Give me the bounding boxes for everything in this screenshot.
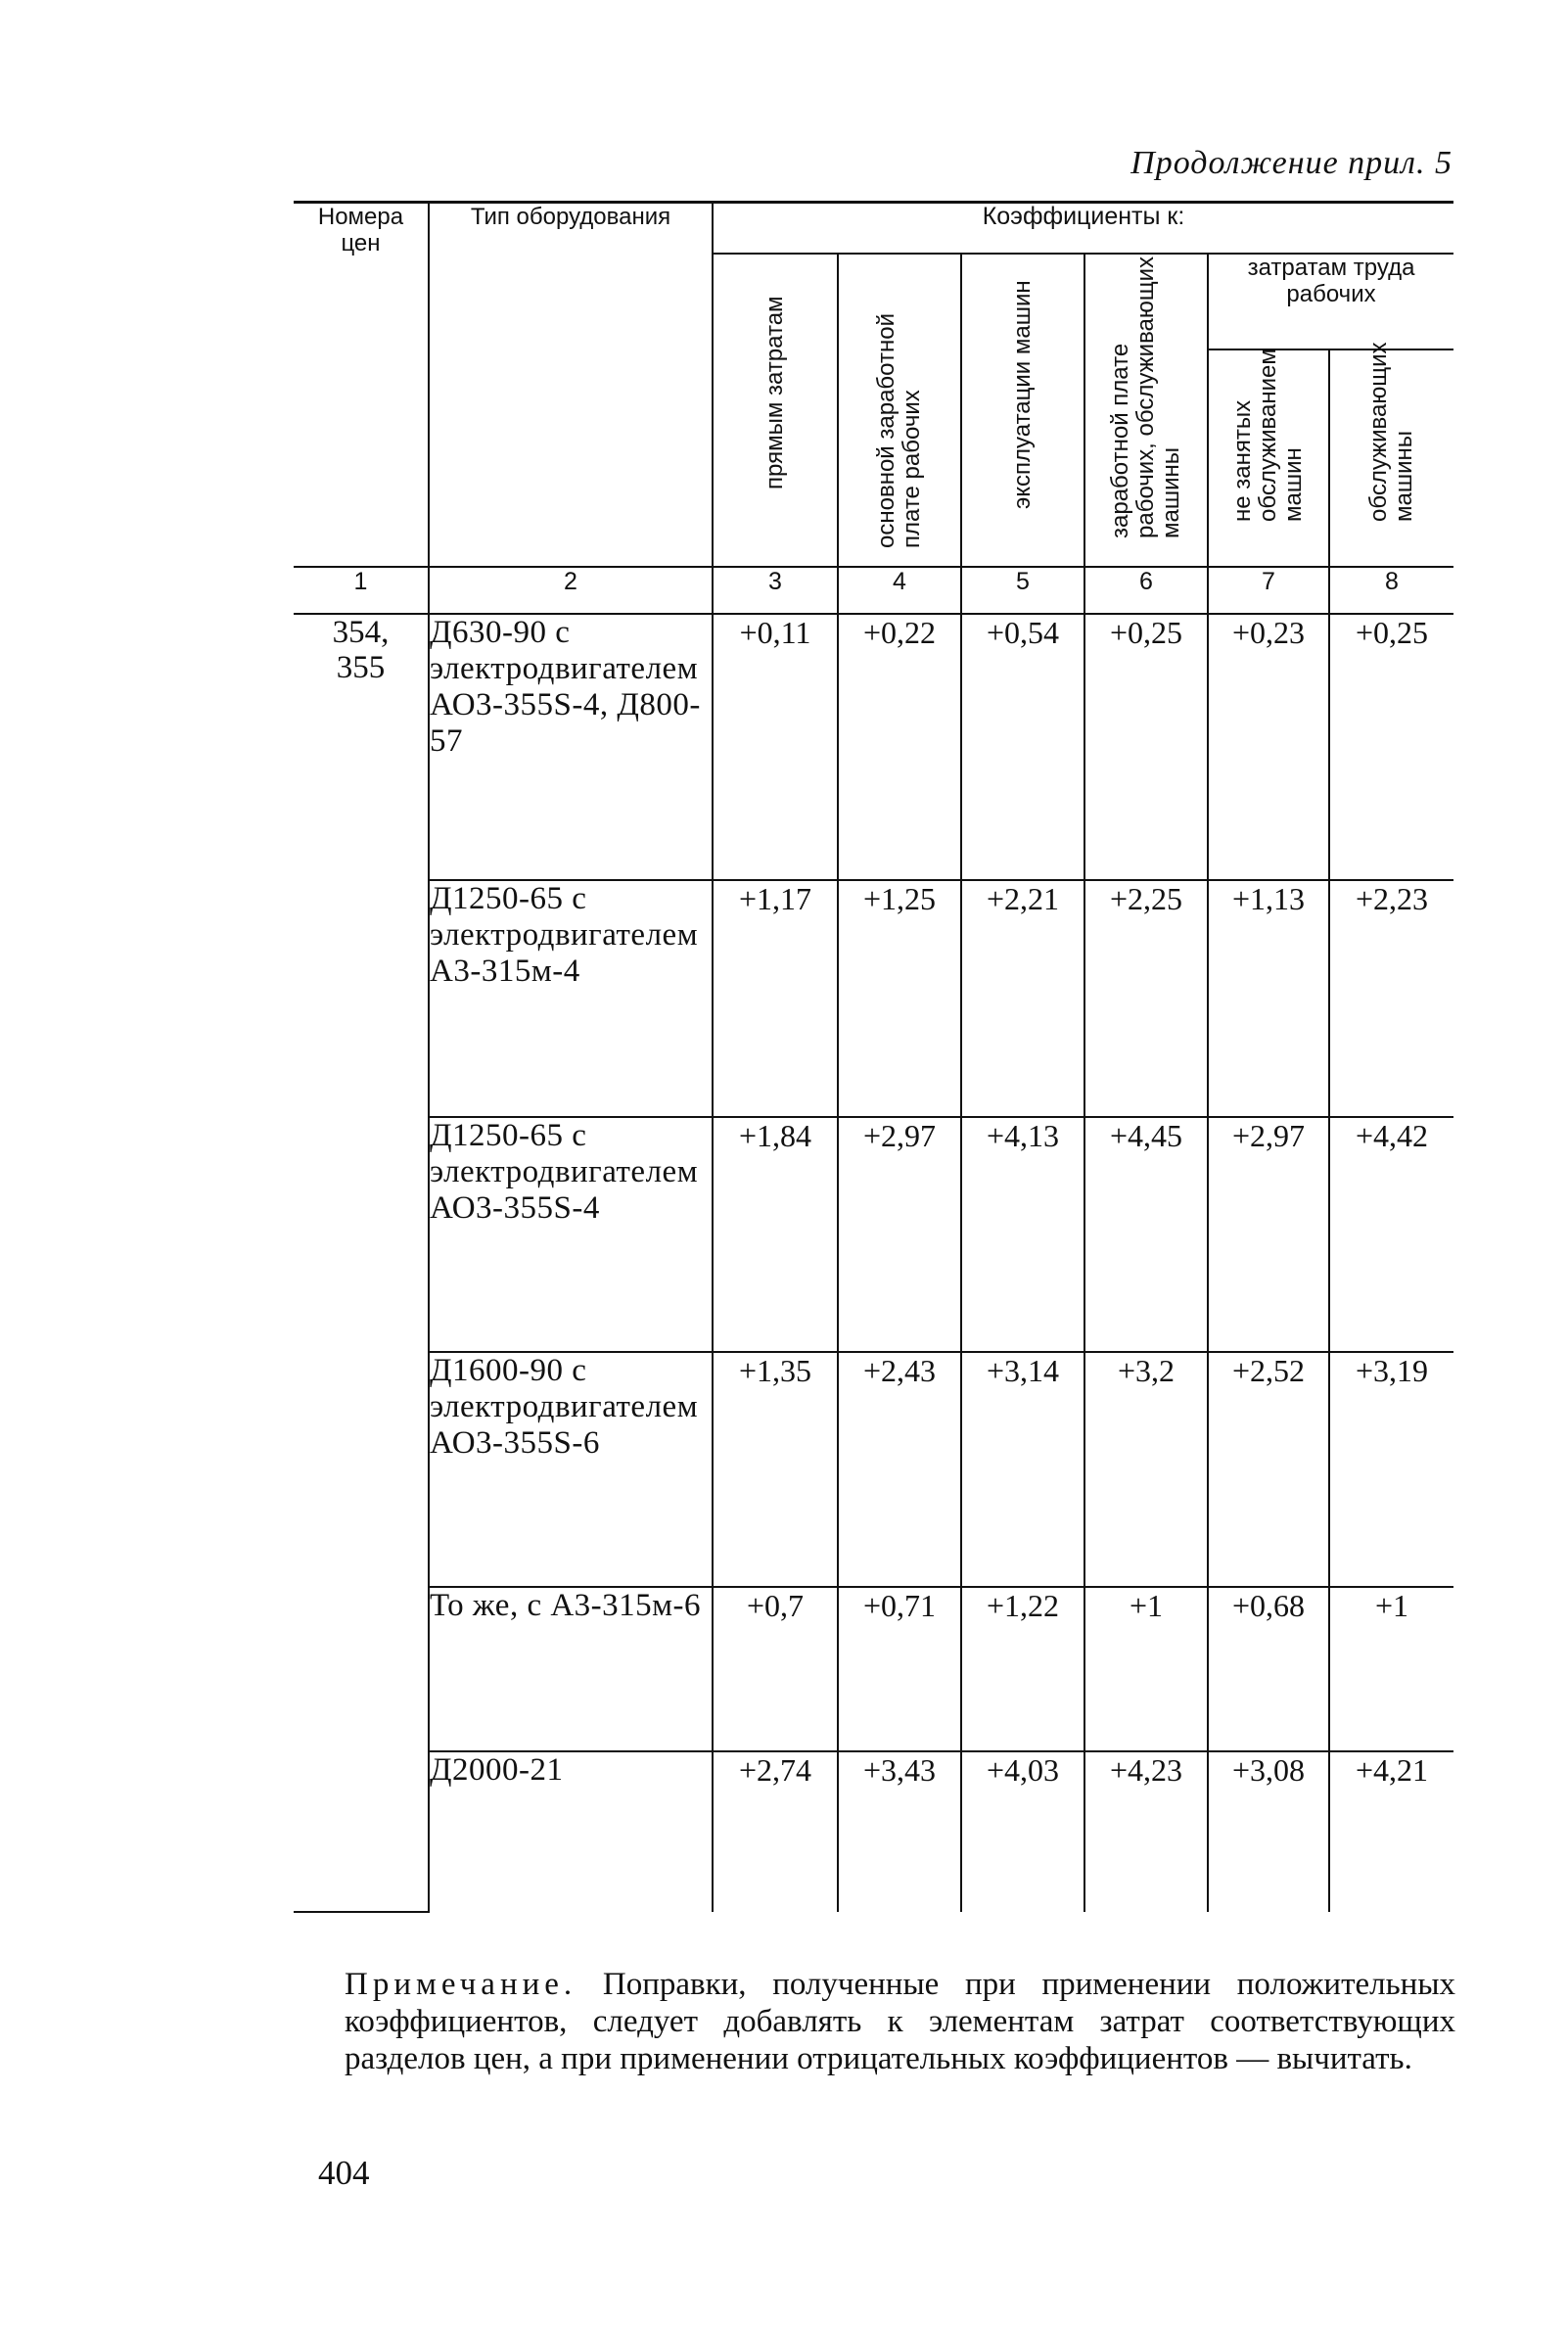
- value-cell: +1,13: [1208, 880, 1329, 1117]
- header-machine-operation: эксплуатации машин: [1009, 280, 1036, 509]
- column-number: 7: [1208, 567, 1329, 614]
- value-cell: +2,21: [961, 880, 1084, 1117]
- equipment-cell: Д1250-65 с электродвигателем АО3-355S-4: [429, 1117, 713, 1352]
- header-direct-costs: прямым затратам: [761, 296, 788, 489]
- value-cell: +0,23: [1208, 614, 1329, 880]
- page-heading: Продолжение прил. 5: [1130, 145, 1453, 181]
- equipment-cell: Д2000-21: [429, 1751, 713, 1912]
- value-cell: +1,84: [713, 1117, 838, 1352]
- equipment-cell: Д630-90 с электродвигателем АО3-355S-4, Д800-57: [429, 614, 713, 880]
- table-row: [294, 1117, 1453, 1352]
- note-text: Поправки, полученные при применении положительных коэффициентов, следует добавлять к элементам затрат соответствующих разделов цен, а при применении отрицательных коэффициентов — вычитать.: [345, 1967, 1456, 2076]
- header-coefficients-group: Коэффициенты к:: [713, 203, 1453, 255]
- header-base-wages: основной заработной плате рабочих: [873, 313, 925, 548]
- header-labor-machine: обслуживающих машины: [1365, 342, 1417, 522]
- table-row: [294, 1751, 1453, 1912]
- header-operator-wages: заработной плате рабочих, обслуживающих машины: [1107, 256, 1184, 538]
- value-cell: +4,45: [1084, 1117, 1208, 1352]
- value-cell: +0,25: [1084, 614, 1208, 880]
- value-cell: +1,25: [838, 880, 961, 1117]
- value-cell: +2,74: [713, 1751, 838, 1912]
- value-cell: +0,7: [713, 1587, 838, 1751]
- price-numbers-cell: 354, 355: [294, 614, 429, 1912]
- column-number: 4: [838, 567, 961, 614]
- note-label: Примечание.: [345, 1967, 577, 2002]
- column-number: 5: [961, 567, 1084, 614]
- table-note: [345, 1966, 1455, 2077]
- value-cell: +1: [1329, 1587, 1453, 1751]
- value-cell: +3,08: [1208, 1751, 1329, 1912]
- value-cell: +4,21: [1329, 1751, 1453, 1912]
- table-row: [294, 880, 1453, 1117]
- value-cell: +0,54: [961, 614, 1084, 880]
- table-row: [294, 1352, 1453, 1587]
- column-number: 3: [713, 567, 838, 614]
- value-cell: +2,97: [1208, 1117, 1329, 1352]
- equipment-cell: Д1250-65 с электродвигателем А3-315м-4: [429, 880, 713, 1117]
- value-cell: +0,71: [838, 1587, 961, 1751]
- value-cell: +0,68: [1208, 1587, 1329, 1751]
- value-cell: +2,23: [1329, 880, 1453, 1117]
- value-cell: +2,97: [838, 1117, 961, 1352]
- value-cell: +1,22: [961, 1587, 1084, 1751]
- value-cell: +2,43: [838, 1352, 961, 1587]
- header-labor-not-machine: не занятых обслуживанием машин: [1229, 349, 1307, 522]
- value-cell: +2,52: [1208, 1352, 1329, 1587]
- header-equipment-type: Тип оборудования: [429, 203, 713, 568]
- value-cell: +2,25: [1084, 880, 1208, 1117]
- column-number: 2: [429, 567, 713, 614]
- value-cell: +0,22: [838, 614, 961, 880]
- value-cell: +3,14: [961, 1352, 1084, 1587]
- column-number: 1: [294, 567, 429, 614]
- value-cell: +1,17: [713, 880, 838, 1117]
- value-cell: +3,43: [838, 1751, 961, 1912]
- header-labor-group: затратам труда рабочих: [1208, 254, 1453, 349]
- value-cell: +1: [1084, 1587, 1208, 1751]
- header-price-numbers: Номера цен: [294, 203, 429, 568]
- value-cell: +0,25: [1329, 614, 1453, 880]
- table-row: [294, 614, 1453, 880]
- column-number: 8: [1329, 567, 1453, 614]
- value-cell: +3,2: [1084, 1352, 1208, 1587]
- value-cell: +4,23: [1084, 1751, 1208, 1912]
- column-number: 6: [1084, 567, 1208, 614]
- equipment-cell: Д1600-90 с электродвигателем АО3-355S-6: [429, 1352, 713, 1587]
- value-cell: +3,19: [1329, 1352, 1453, 1587]
- table-row: [294, 1587, 1453, 1751]
- value-cell: +4,42: [1329, 1117, 1453, 1352]
- value-cell: +4,03: [961, 1751, 1084, 1912]
- value-cell: +1,35: [713, 1352, 838, 1587]
- equipment-cell: То же, с А3-315м-6: [429, 1587, 713, 1751]
- value-cell: +4,13: [961, 1117, 1084, 1352]
- page-number: 404: [318, 2154, 370, 2192]
- value-cell: +0,11: [713, 614, 838, 880]
- coefficients-table: [294, 201, 1453, 1913]
